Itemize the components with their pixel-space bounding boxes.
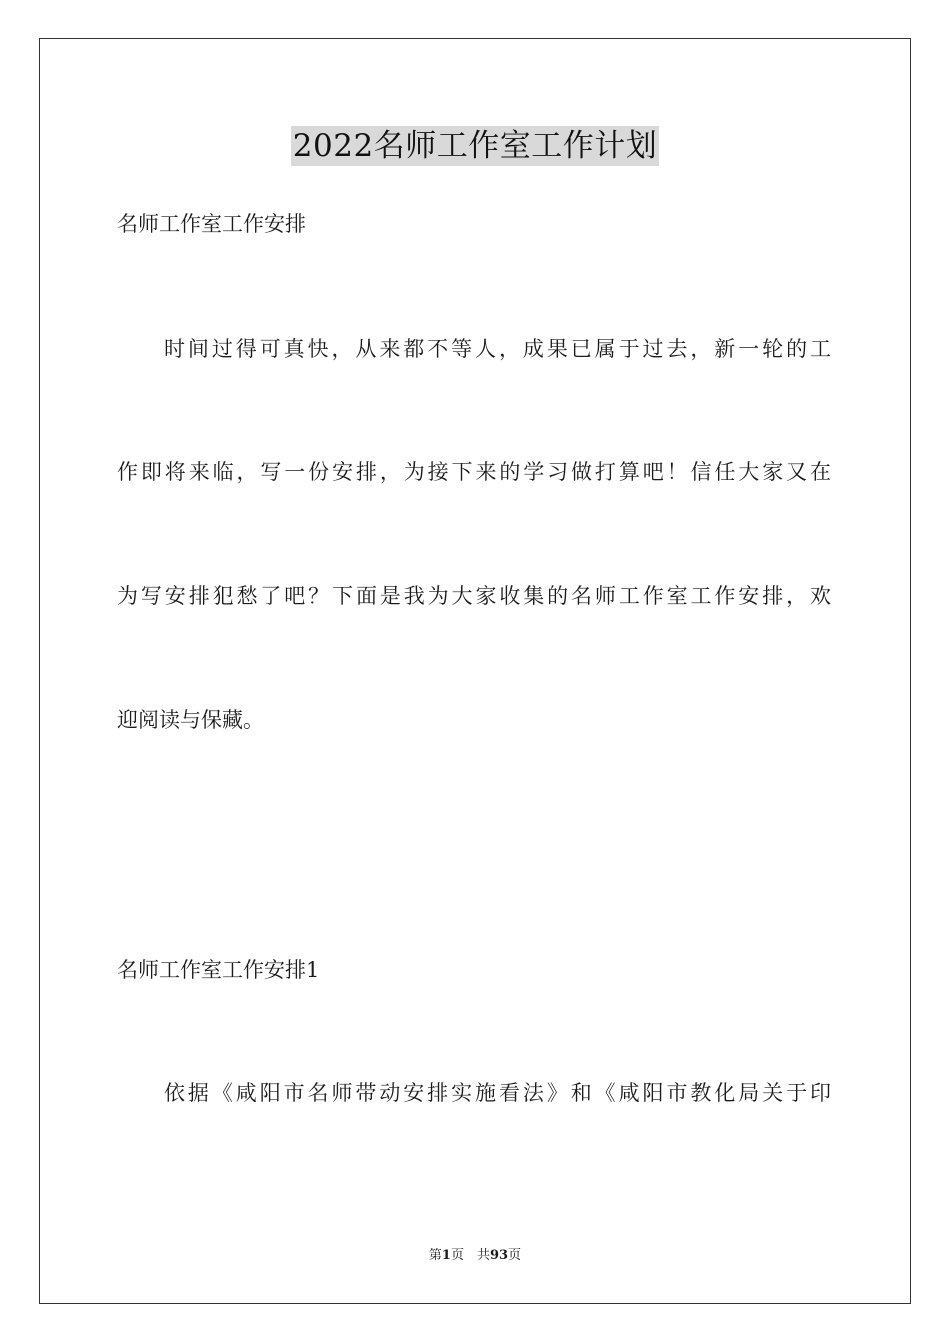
section-heading-1: 名师工作室工作安排1 bbox=[117, 958, 320, 982]
page-footer bbox=[0, 1247, 950, 1265]
title-wrap bbox=[0, 126, 950, 166]
paragraph-line-4: 迎阅读与保藏。 bbox=[117, 708, 264, 732]
footer-page-total: 93 bbox=[489, 1248, 509, 1263]
paragraph-line-1: 时间过得可真快，从来都不等人，成果已属于过去，新一轮的工 bbox=[164, 337, 831, 361]
document-title: 2022名师工作室工作计划 bbox=[292, 128, 658, 164]
paragraph-line-2: 作即将来临，写一份安排，为接下来的学习做打算吧！信任大家又在 bbox=[117, 460, 831, 484]
footer-page-prefix: 第 bbox=[428, 1248, 442, 1263]
paragraph-line-3: 为写安排犯愁了吧？下面是我为大家收集的名师工作室工作安排，欢 bbox=[117, 584, 831, 608]
section-heading: 名师工作室工作安排 bbox=[117, 212, 306, 236]
footer-page-mid: 页 共 bbox=[450, 1248, 490, 1263]
paragraph-line-5: 依据《咸阳市名师带动安排实施看法》和《咸阳市教化局关于印 bbox=[164, 1081, 831, 1105]
footer-page-current: 1 bbox=[441, 1248, 451, 1263]
footer-page-suffix: 页 bbox=[508, 1248, 522, 1263]
